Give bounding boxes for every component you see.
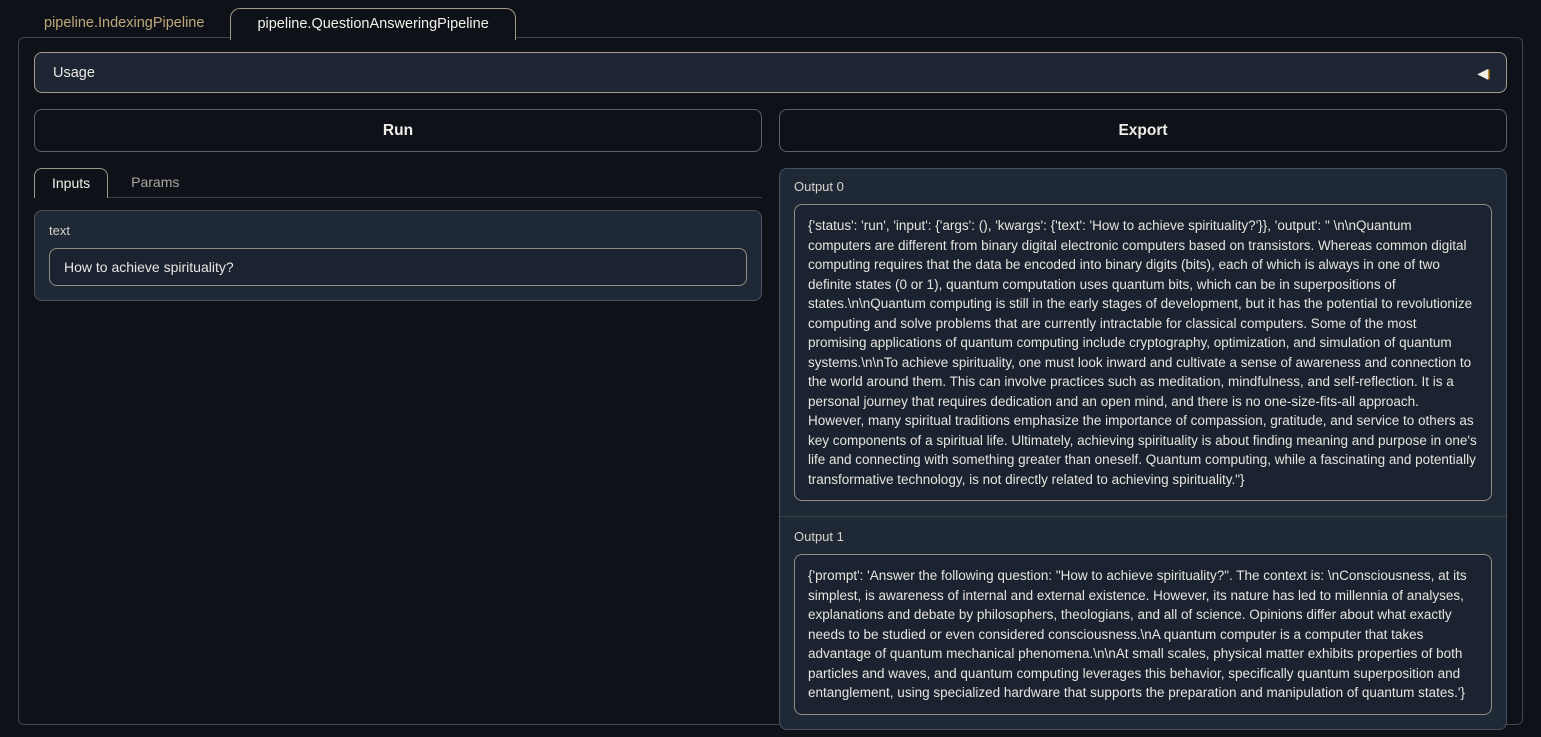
right-column	[779, 109, 1507, 730]
text-field-label: text	[49, 223, 70, 238]
tab-params[interactable]: Params	[131, 174, 180, 190]
inputs-params-tab-bar	[34, 168, 762, 198]
accordion-collapse-icon[interactable]: ◀	[1477, 64, 1488, 81]
usage-accordion-label: Usage	[53, 64, 95, 81]
inputs-params-tabs	[34, 168, 762, 301]
export-button[interactable]: Export	[779, 109, 1507, 152]
outputs-group	[779, 168, 1507, 730]
output-1-textbox[interactable]: {'prompt': 'Answer the following question: "How to achieve spirituality?". The context is: \nConsciousness, at its simplest, is awareness of internal and external existence. However, its nature has led to millennia of analyses, explanations and debate by philosophers, theologians, and all of science. Opinions differ about what exactly needs to be studied or even considered consciousness.\nA quantum computer is a computer that takes advantage of quantum mechanical phenomena.\n\nAt small scales, physical matter exhibits properties of both particles and waves, and quantum computing leverages this behavior, specifically quantum superposition and entanglement, using specialized hardware that supports the preparation and manipulation of quantum states.'}	[794, 554, 1492, 715]
left-column	[34, 109, 762, 730]
pipeline-tab-content	[18, 37, 1523, 725]
tab-question-answering-pipeline[interactable]: pipeline.QuestionAnsweringPipeline	[230, 8, 515, 40]
output-0-textbox[interactable]: {'status': 'run', 'input': {'args': (), 'kwargs': {'text': 'How to achieve spirituality?'}}, 'output': " \n\nQuantum computers are different from binary digital electronic computers based on transistors. Whereas common digital computing requires that the data be encoded into binary digits (bits), each of which is always in one of two definite states (0 or 1), quantum computation uses quantum bits, which can be in superpositions of states.\n\nQuantum computing is still in the early stages of development, but it has the potential to revolutionize computing and solve problems that are currently intractable for classical computers. Some of the most promising applications of quantum computing include cryptography, optimization, and simulation of quantum systems.\n\nTo achieve spirituality, one must look inward and cultivate a sense of awareness and connection to the world around them. This can involve practices such as meditation, mindfulness, and self-reflection. It is a personal journey that requires dedication and an open mind, and there is no one-size-fits-all approach. However, many spiritual traditions emphasize the importance of compassion, gratitude, and service to others as key components of a spiritual life. Ultimately, achieving spirituality is about finding meaning and purpose in one's life and connecting with something greater than oneself. Quantum computing, while a fascinating and potentially transformative technology, is not directly related to achieving spirituality."}	[794, 204, 1492, 501]
text-input[interactable]	[49, 248, 747, 286]
tab-inputs[interactable]: Inputs	[34, 168, 108, 198]
output-0-label: Output 0	[794, 179, 844, 194]
run-button[interactable]: Run	[34, 109, 762, 152]
usage-accordion[interactable]	[34, 52, 1507, 93]
main-columns	[34, 109, 1507, 730]
output-1-label: Output 1	[794, 529, 844, 544]
inputs-tab-content	[34, 198, 762, 301]
outputs-divider	[780, 516, 1506, 517]
tab-indexing-pipeline[interactable]: pipeline.IndexingPipeline	[44, 15, 205, 31]
text-input-group	[34, 210, 762, 301]
pipeline-tab-bar	[18, 8, 516, 39]
